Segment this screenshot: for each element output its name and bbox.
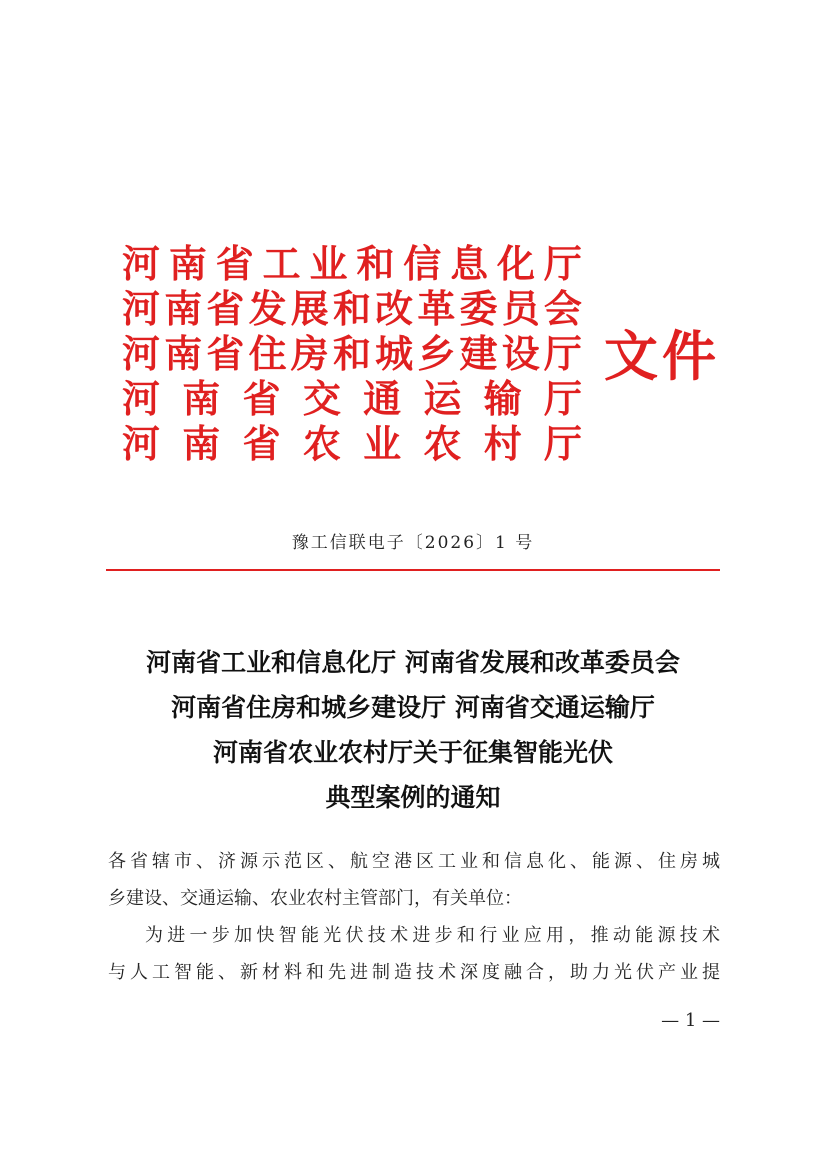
document-title <box>80 640 746 820</box>
issuer-name: 河 南 省 交 通 运 输 厅 <box>122 376 582 421</box>
document-number: 豫工信联电子〔2026〕1 号 <box>291 533 535 553</box>
issuer-name: 河 南 省 工 业 和 信 息 化 厅 <box>122 241 582 286</box>
issuer-name: 河 南 省 发 展 和 改 革 委 员 会 <box>122 286 582 331</box>
issuer-name: 河 南 省 住 房 和 城 乡 建 设 厅 <box>122 331 582 376</box>
title-line: 河南省工业和信息化厅 河南省发展和改革委员会 <box>146 648 680 677</box>
title-line: 典型案例的通知 <box>325 783 501 812</box>
body-line: 为进一步加快智能光伏技术进步和行业应用，推动能源技术 <box>145 925 720 946</box>
title-line: 河南省农业农村厅关于征集智能光伏 <box>212 738 613 767</box>
document-type-label: 文件 <box>604 324 720 388</box>
page-number: — 1 — <box>661 1010 720 1031</box>
body-line: 与人工智能、新材料和先进制造技术深度融合，助力光伏产业提 <box>108 962 720 983</box>
issuer-name: 河 南 省 农 业 农 村 厅 <box>122 421 582 466</box>
title-line: 河南省住房和城乡建设厅 河南省交通运输厅 <box>171 693 655 722</box>
document-body <box>108 843 720 991</box>
body-line: 乡建设、交通运输、农业农村主管部门，有关单位： <box>108 888 522 909</box>
red-header <box>122 242 722 464</box>
body-line: 各省辖市、济源示范区、航空港区工业和信息化、能源、住房城 <box>108 851 720 872</box>
red-divider <box>106 569 720 571</box>
